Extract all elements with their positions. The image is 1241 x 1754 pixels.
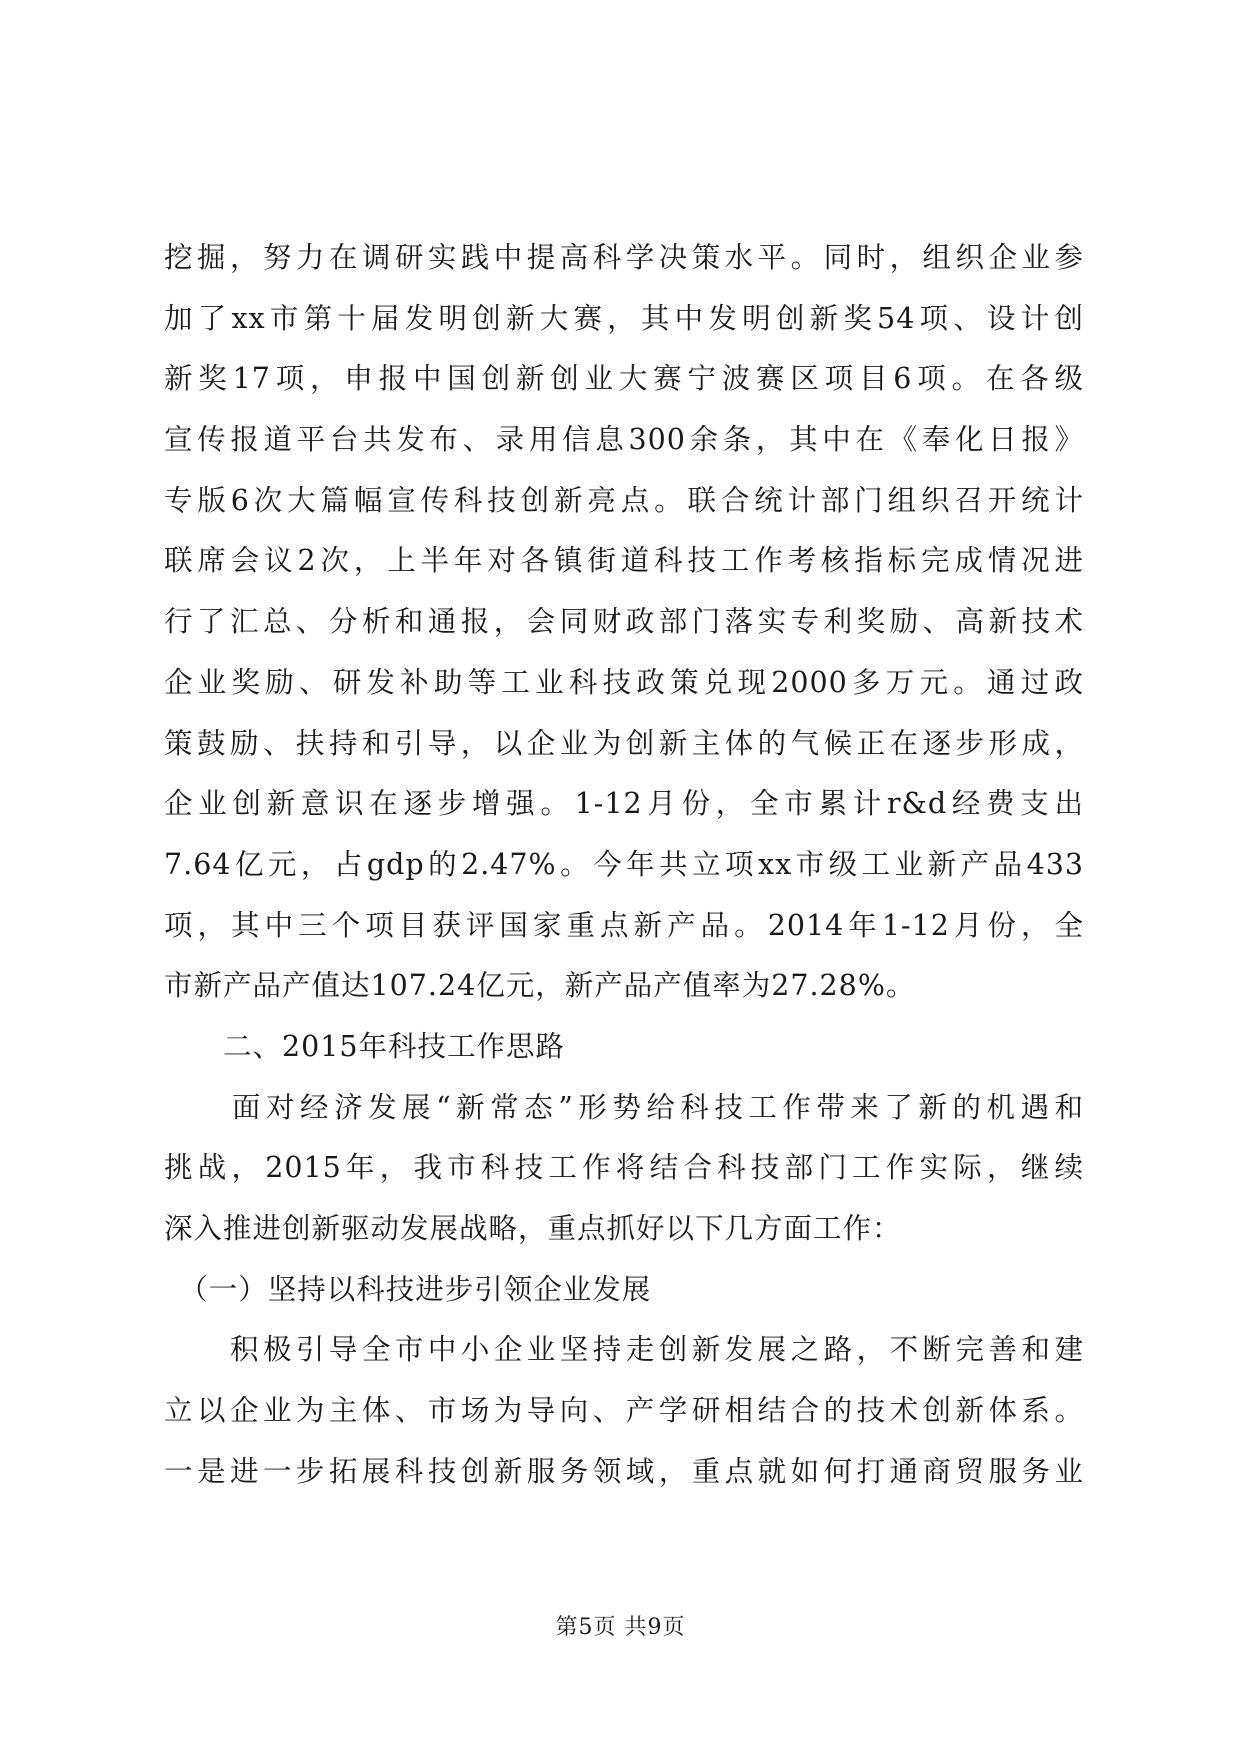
text-line: 联席会议2次，上半年对各镇街道科技工作考核指标完成情况进 <box>164 544 1084 578</box>
text-line: 行了汇总、分析和通报，会同财政部门落实专利奖励、高新技术 <box>164 605 1084 639</box>
paragraph-end-line: 深入推进创新驱动发展战略，重点抓好以下几方面工作： <box>164 1212 902 1245</box>
text-line: 立以企业为主体、市场为导向、产学研相结合的技术创新体系。 <box>164 1394 1084 1428</box>
text-line: 挑战，2015年，我市科技工作将结合科技部门工作实际，继续 <box>164 1151 1084 1185</box>
text-line: 企业奖励、研发补助等工业科技政策兑现2000多万元。通过政 <box>164 665 1084 699</box>
text-line: 加了xx市第十届发明创新大赛，其中发明创新奖54项、设计创 <box>164 301 1084 335</box>
text-line: 积极引导全市中小企业坚持走创新发展之路，不断完善和建 <box>164 1333 1084 1367</box>
text-line: 面对经济发展“新常态”形势给科技工作带来了新的机遇和 <box>164 1090 1084 1124</box>
text-line: 挖掘，努力在调研实践中提高科学决策水平。同时，组织企业参 <box>164 241 1084 274</box>
text-line: 7.64亿元，占gdp的2.47%。今年共立项xx市级工业新产品433 <box>164 847 1084 881</box>
paragraph-end-line: 市新产品产值达107.24亿元，新产品产值率为27.28%。 <box>164 969 916 1003</box>
text-line: 新奖17项，申报中国创新创业大赛宁波赛区项目6项。在各级 <box>164 362 1084 396</box>
section-heading: 二、2015年科技工作思路 <box>164 1029 566 1063</box>
subsection-heading: （一）坚持以科技进步引领企业发展 <box>164 1272 652 1306</box>
text-line: 一是进一步拓展科技创新服务领域，重点就如何打通商贸服务业 <box>164 1454 1084 1488</box>
text-line: 项，其中三个项目获评国家重点新产品。2014年1-12月份，全 <box>164 908 1084 942</box>
page-footer: 第5页 共9页 <box>555 1615 686 1640</box>
text-line: 企业创新意识在逐步增强。1-12月份，全市累计r&d经费支出 <box>164 787 1084 821</box>
text-line: 宣传报道平台共发布、录用信息300余条，其中在《奉化日报》 <box>164 423 1084 457</box>
document-body <box>164 228 1084 1502</box>
text-line: 策鼓励、扶持和引导，以企业为创新主体的气候正在逐步形成， <box>164 726 1084 760</box>
text-line: 专版6次大篇幅宣传科技创新亮点。联合统计部门组织召开统计 <box>164 483 1084 517</box>
